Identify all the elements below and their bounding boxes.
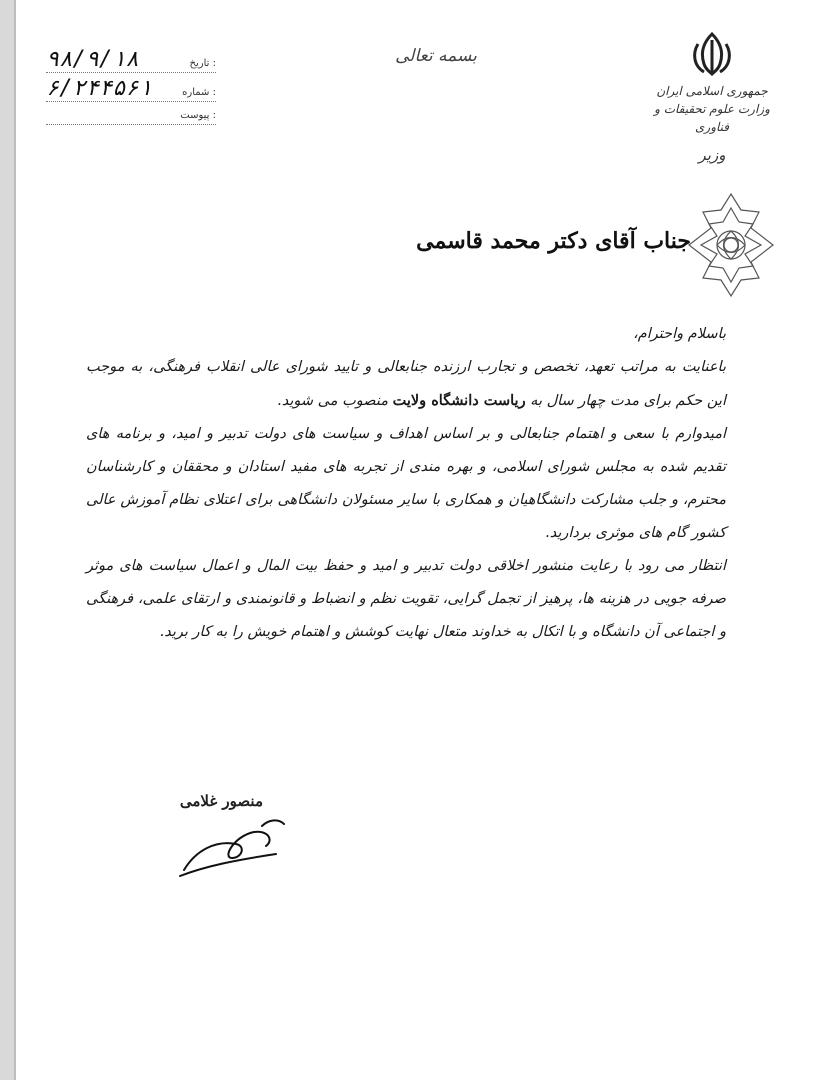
country-name: جمهوری اسلامی ایران bbox=[656, 84, 768, 98]
letter-page bbox=[14, 0, 819, 1080]
number-label: شماره : bbox=[182, 87, 216, 98]
paragraph-directives: انتظار می رود با رعایت منشور اخلاقی دولت تدبیر و امید و حفظ بیت المال و اعمال سیاست های موثر صرفه جویی در هزینه ها، پرهیز از تجمل گرایی، تقویت نظم و انضباط و قانونمندی و ارتقای علمی، فرهنگی و اجتماعی آن دانشگاه و با اتکال به خداوند متعال نهایت کوشش و اهتمام خویش را به کار برید. bbox=[86, 558, 726, 640]
date-label: تاریخ : bbox=[189, 58, 216, 69]
handwritten-signature bbox=[176, 810, 296, 880]
letter-body bbox=[86, 318, 726, 649]
iran-emblem-icon bbox=[690, 30, 734, 76]
number-value: ۶/۲۴۴۵۶۱ bbox=[46, 76, 152, 101]
letter-meta bbox=[46, 44, 216, 125]
paragraph-appointment-part1: باعنایت به مراتب تعهد، تخصص و تجارب ارزنده جنابعالی و تایید شورای عالی انقلاب فرهنگی، به موجب این حکم برای مدت چهار سال به bbox=[86, 359, 726, 409]
ministry-header bbox=[637, 30, 787, 164]
ministry-name: وزارت علوم تحقیقات و فناوری bbox=[654, 102, 770, 134]
paragraph-expectations: امیدوارم با سعی و اهتمام جنابعالی و بر اساس اهداف و سیاست های دولت تدبیر و امید، و برنامه های تقدیم شده به مجلس شورای اسلامی، و بهره مندی از تجربه های مفید استادان و محققان و کارشناسان محترم، و جلب مشارکت دانشگاهیان و همکاری با سایر مسئولان دانشگاهی برای اعتلای نظام آموزش عالی کشور گام های موثری بردارید. bbox=[86, 426, 726, 541]
attachment-row bbox=[46, 102, 216, 125]
bismillah-heading: بسمه تعالی bbox=[395, 46, 477, 66]
ornament-icon bbox=[681, 190, 781, 300]
number-row bbox=[46, 73, 216, 102]
addressee: جناب آقای دکتر محمد قاسمی bbox=[416, 228, 691, 254]
paragraph-appointment bbox=[86, 351, 726, 418]
date-row bbox=[46, 44, 216, 73]
signer-name: منصور غلامی bbox=[179, 792, 263, 810]
appointment-position: ریاست دانشگاه ولایت bbox=[392, 392, 526, 409]
date-value: ۹۸/۹/۱۸ bbox=[46, 47, 139, 72]
paragraph-appointment-part2: منصوب می شوید. bbox=[277, 393, 393, 409]
minister-title: وزیر bbox=[698, 146, 726, 164]
attachment-label: پیوست : bbox=[180, 110, 216, 121]
greeting: باسلام واحترام، bbox=[633, 326, 726, 342]
